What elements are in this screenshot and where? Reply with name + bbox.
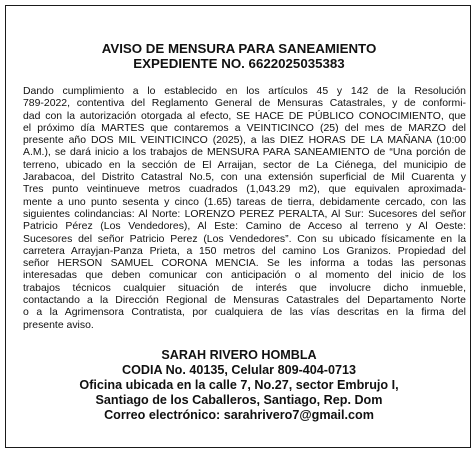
body-line: interesadas que deben comunicar con anticipación o al momento del inicio de los — [23, 270, 466, 282]
body-line: presente aviso. — [23, 319, 94, 331]
body-line: mente a uno punto sesenta y cinco (1.65) tareas de tierra, debidamente cercado, con las — [23, 196, 466, 208]
notice-subtitle: EXPEDIENTE NO. 6622025035383 — [133, 56, 345, 71]
body-line: siguientes colindancias: Al Norte: LORENZO PEREZ PERALTA, Al Sur: Sucesores del señor — [23, 208, 466, 220]
body-line: Dando cumplimiento a lo establecido en los artículos 45 y 142 de la Resolución — [23, 86, 466, 97]
signature-address-line1: Oficina ubicada en la calle 7, No.27, sector Embrujo I, — [79, 378, 399, 392]
notice-title: AVISO DE MENSURA PARA SANEAMIENTO — [101, 41, 377, 56]
body-line: 789-2022, contentiva del Reglamento General de Mensuras Catastrales, y de conformi- — [23, 98, 466, 110]
body-line: contactando a la Dirección Regional de Mensuras Catastrales del Departamento Norte — [23, 295, 466, 307]
signature-email: Correo electrónico: sarahrivero7@gmail.com — [104, 408, 374, 422]
body-line: señor HERSON SAMUEL CORONA MENCIA. Se les informa a todas las personas — [23, 258, 466, 270]
body-line: o a la Agrimensora Contratista, por cualquiera de las vías descritas en la firma del — [23, 307, 466, 319]
body-line: trabajos técnicos cualquier situación de interés que involucre dicho inmueble, — [23, 282, 466, 294]
signature-address-line2: Santiago de los Caballeros, Santiago, Rep. Dom — [95, 393, 383, 407]
body-line: carretera Arrayjan-Panza Prieta, a 150 metros del camino Los Granizos. Propiedad del — [23, 245, 466, 257]
body-line: el próximo día MARTES que contaremos a VEINTICINCO (25) del mes de MARZO del — [23, 122, 466, 134]
body-line: terreno, ubicado en la sección de El Arraijan, sector de La Ciénega, del municipio de — [23, 159, 466, 171]
signature-name: SARAH RIVERO HOMBLA — [161, 348, 317, 362]
body-line: Patricio Pérez (Los Vendedores), Al Este: Camino de Acceso al terreno y Al Oeste: — [23, 221, 466, 233]
body-line: dad con la autorización otorgada al efecto, SE HACE DE PÚBLICO CONOCIMIENTO, que — [23, 110, 466, 122]
body-line: presente año DOS MIL VEINTICINCO (2025), a las DIEZ HORAS DE LA MAÑANA (10:00 — [23, 135, 466, 147]
signature-codia: CODIA No. 40135, Celular 809-404-0713 — [121, 363, 357, 377]
body-line: A.M.), se dará inicio a los trabajos de MENSURA PARA SANEAMIENTO de “Una porción de — [23, 147, 466, 159]
body-line: Tres punto veintinueve metros cuadrados (1,043.29 m2), que equivalen aproximada- — [23, 184, 466, 196]
body-line: Sucesores del señor Patricio Perez (Los Vendedores”. Con su ubicado físicamente en la — [23, 233, 466, 245]
notice-body — [23, 86, 466, 332]
legal-notice — [5, 5, 471, 448]
body-line: Jarabacoa, del Distrito Catastral No.5, con una extensión superficial de Mil Cuarenta y — [23, 172, 466, 184]
